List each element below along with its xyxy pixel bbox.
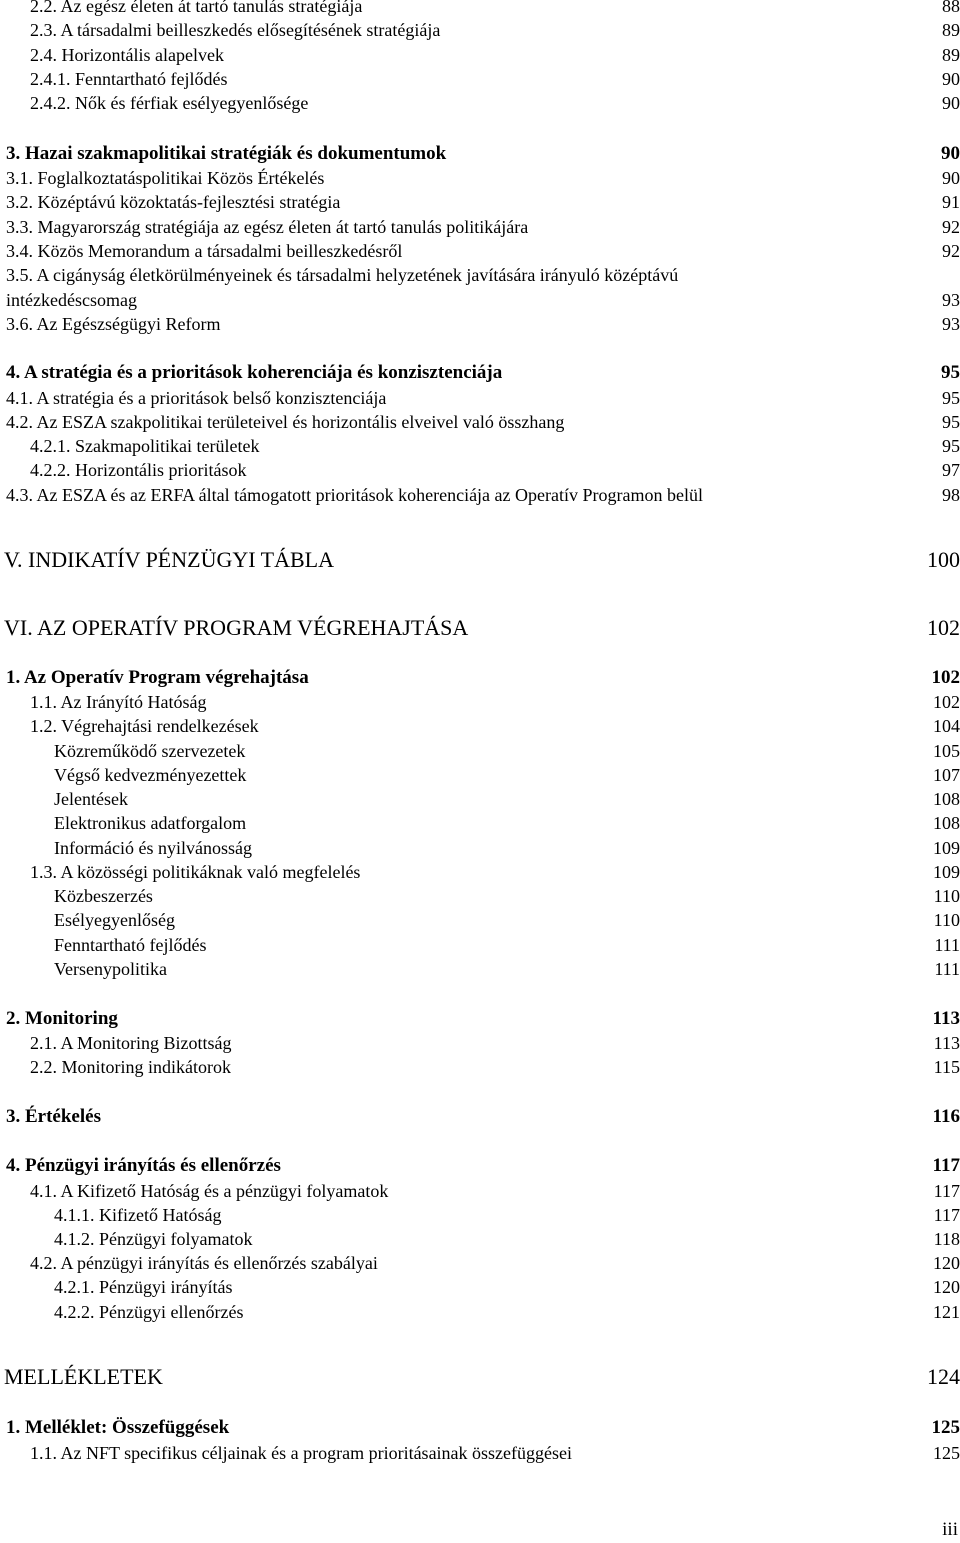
toc-entry-title: intézkedéscsomag — [6, 290, 137, 310]
toc-entry-title: 2.4.1. Fenntartható fejlődés — [30, 69, 228, 89]
toc-entry-page: 104 — [933, 716, 960, 736]
toc-entry-title: 1. Az Operatív Program végrehajtása — [6, 667, 309, 688]
toc-entry-page: 120 — [933, 1253, 960, 1273]
toc-entry-page: 92 — [942, 217, 960, 237]
toc-entry-page: 110 — [933, 886, 960, 906]
toc-entry-page: 89 — [942, 45, 960, 65]
toc-entry-page: 125 — [933, 1443, 960, 1463]
toc-entry[interactable] — [0, 811, 960, 835]
toc-entry[interactable] — [0, 908, 960, 932]
toc-entry[interactable] — [0, 1055, 960, 1079]
toc-entry-title: 4. A stratégia és a prioritások koherenciája és konzisztenciája — [6, 362, 503, 383]
toc-entry[interactable] — [0, 434, 960, 458]
toc-entry-title: MELLÉKLETEK — [4, 1364, 163, 1389]
toc-entry[interactable] — [0, 1275, 960, 1299]
toc-entry-title: 4.1.1. Kifizető Hatóság — [54, 1205, 222, 1225]
toc-entry-page: 115 — [933, 1057, 960, 1077]
toc-entry-page: 89 — [942, 20, 960, 40]
toc-entry[interactable] — [0, 18, 960, 42]
toc-entry[interactable] — [0, 1203, 960, 1227]
toc-entry-page: 90 — [942, 93, 960, 113]
toc-entry[interactable] — [0, 43, 960, 67]
toc-entry-title: V. INDIKATÍV PÉNZÜGYI TÁBLA — [4, 547, 334, 572]
toc-entry-title: 1.1. Az NFT specifikus céljainak és a program prioritásainak összefüggései — [30, 1443, 573, 1463]
toc-entry-title: Információ és nyilvánosság — [54, 838, 252, 858]
toc-entry-page: 93 — [942, 290, 960, 310]
toc-entry-title: 2. Monitoring — [6, 1008, 118, 1029]
toc-entry[interactable] — [0, 239, 960, 263]
toc-entry-title: 3.4. Közös Memorandum a társadalmi beilleszkedésről — [6, 241, 403, 261]
toc-entry[interactable] — [0, 142, 960, 166]
toc-entry-page: 107 — [933, 765, 960, 785]
toc-entry[interactable] — [0, 690, 960, 714]
toc-entry-page: 95 — [941, 362, 960, 383]
toc-entry[interactable] — [0, 1179, 960, 1203]
toc-entry-title: 3. Értékelés — [6, 1106, 101, 1127]
toc-entry-page: 95 — [942, 412, 960, 432]
toc-entry-title: 4. Pénzügyi irányítás és ellenőrzés — [6, 1155, 281, 1176]
toc-entry-title: Jelentések — [54, 789, 128, 809]
toc-entry-page: 98 — [942, 485, 960, 505]
toc-entry-title: 4.3. Az ESZA és az ERFA által támogatott prioritások koherenciája az Operatív Programon belül — [6, 485, 703, 505]
toc-entry[interactable] — [0, 166, 960, 190]
toc-entry-title: 1. Melléklet: Összefüggések — [6, 1417, 230, 1438]
toc-entry-page: 118 — [933, 1229, 960, 1249]
toc-entry[interactable] — [0, 763, 960, 787]
toc-entry[interactable] — [0, 1105, 960, 1129]
toc-entry-title: VI. AZ OPERATÍV PROGRAM VÉGREHAJTÁSA — [4, 615, 469, 640]
toc-entry-page: 121 — [933, 1302, 960, 1322]
toc-entry[interactable] — [0, 190, 960, 214]
toc-entry-page: 90 — [941, 143, 960, 164]
toc-entry-title: Versenypolitika — [54, 959, 167, 979]
toc-entry[interactable] — [0, 714, 960, 738]
toc-entry[interactable] — [0, 933, 960, 957]
toc-entry-page: 113 — [932, 1008, 960, 1029]
toc-entry-title: 3.1. Foglalkoztatáspolitikai Közös Értékelés — [6, 168, 325, 188]
toc-entry[interactable] — [0, 263, 960, 287]
toc-entry-page: 117 — [932, 1155, 960, 1176]
toc-entry-page: 100 — [927, 547, 960, 572]
toc-entry[interactable] — [0, 787, 960, 811]
toc-entry-title: 1.2. Végrehajtási rendelkezések — [30, 716, 259, 736]
toc-entry-page: 111 — [934, 959, 960, 979]
toc-entry[interactable] — [0, 458, 960, 482]
toc-entry-title: 2.3. A társadalmi beilleszkedés elősegítésének stratégiája — [30, 20, 441, 40]
toc-entry-page: 117 — [933, 1205, 960, 1225]
toc-entry-page: 93 — [942, 314, 960, 334]
toc-entry[interactable] — [0, 483, 960, 507]
toc-entry[interactable] — [0, 386, 960, 410]
toc-entry[interactable] — [0, 739, 960, 763]
toc-entry[interactable] — [0, 1416, 960, 1440]
toc-entry-page: 125 — [931, 1417, 960, 1438]
toc-entry-page: 102 — [933, 692, 960, 712]
toc-entry-page: 109 — [933, 838, 960, 858]
toc-entry-title: 4.2.2. Horizontális prioritások — [30, 460, 247, 480]
toc-entry-title: Közreműködő szervezetek — [54, 741, 246, 761]
toc-entry-page: 117 — [933, 1181, 960, 1201]
toc-entry[interactable] — [0, 1227, 960, 1251]
toc-entry[interactable] — [0, 1251, 960, 1275]
toc-entry-page: 90 — [942, 69, 960, 89]
toc-entry-title: 3.3. Magyarország stratégiája az egész életen át tartó tanulás politikájára — [6, 217, 529, 237]
page-number: iii — [942, 1519, 958, 1540]
toc-entry-page: 91 — [942, 192, 960, 212]
toc-entry-page: 105 — [933, 741, 960, 761]
toc-entry[interactable] — [0, 0, 960, 18]
toc-entry-title: Fenntartható fejlődés — [54, 935, 207, 955]
toc-entry-page: 95 — [942, 388, 960, 408]
toc-entry-title: 4.2. Az ESZA szakpolitikai területeivel és horizontális elveivel való összhang — [6, 412, 565, 432]
toc-entry-title: 2.2. Az egész életen át tartó tanulás stratégiája — [30, 0, 363, 16]
toc-entry-title: 4.2. A pénzügyi irányítás és ellenőrzés szabályai — [30, 1253, 378, 1273]
toc-entry-title: Végső kedvezményezettek — [54, 765, 247, 785]
toc-entry-page: 116 — [932, 1106, 960, 1127]
toc-entry-page: 124 — [927, 1364, 960, 1389]
toc-entry[interactable] — [0, 1362, 960, 1392]
toc-entry-page: 88 — [942, 0, 960, 16]
toc-entry[interactable] — [0, 613, 960, 643]
toc-entry[interactable] — [0, 91, 960, 115]
toc-entry-page: 97 — [942, 460, 960, 480]
toc-entry[interactable] — [0, 288, 960, 312]
toc-entry-page: 109 — [933, 862, 960, 882]
toc-entry[interactable] — [0, 860, 960, 884]
toc-entry-title: 2.2. Monitoring indikátorok — [30, 1057, 231, 1077]
toc-entry-page: 111 — [934, 935, 960, 955]
toc-entry-page: 92 — [942, 241, 960, 261]
toc-entry[interactable] — [0, 1441, 960, 1465]
toc-entry[interactable] — [0, 666, 960, 690]
toc-entry-title: 4.1. A Kifizető Hatóság és a pénzügyi folyamatok — [30, 1181, 389, 1201]
toc-entry-title: 3.2. Középtávú közoktatás-fejlesztési stratégia — [6, 192, 341, 212]
toc-entry[interactable] — [0, 1300, 960, 1324]
toc-entry[interactable] — [0, 957, 960, 981]
toc-entry-title: 4.1.2. Pénzügyi folyamatok — [54, 1229, 253, 1249]
toc-entry[interactable] — [0, 1007, 960, 1031]
toc-entry-page: 108 — [933, 789, 960, 809]
toc-entry[interactable] — [0, 67, 960, 91]
toc-entry-title: 4.2.1. Szakmapolitikai területek — [30, 436, 260, 456]
toc-entry-title: Elektronikus adatforgalom — [54, 813, 247, 833]
toc-entry[interactable] — [0, 215, 960, 239]
toc-entry[interactable] — [0, 410, 960, 434]
toc-entry-title: 3.6. Az Egészségügyi Reform — [6, 314, 221, 334]
toc-entry[interactable] — [0, 836, 960, 860]
toc-entry-title: 3. Hazai szakmapolitikai stratégiák és dokumentumok — [6, 143, 447, 164]
toc-entry-page: 120 — [933, 1277, 960, 1297]
toc-entry[interactable] — [0, 361, 960, 385]
toc-entry-title: 4.2.1. Pénzügyi irányítás — [54, 1277, 233, 1297]
toc-entry-page: 102 — [931, 667, 960, 688]
toc-entry-page: 108 — [933, 813, 960, 833]
toc-entry-title: 3.5. A cigányság életkörülményeinek és társadalmi helyzetének javítására irányuló középtávú — [6, 265, 679, 285]
toc-entry-title: 2.4.2. Nők és férfiak esélyegyenlősége — [30, 93, 309, 113]
toc-entry-page: 110 — [933, 910, 960, 930]
toc-entry-title: 2.1. A Monitoring Bizottság — [30, 1033, 232, 1053]
toc-entry-title: 2.4. Horizontális alapelvek — [30, 45, 224, 65]
toc-entry-page: 90 — [942, 168, 960, 188]
toc-entry[interactable] — [0, 884, 960, 908]
toc-entry[interactable] — [0, 545, 960, 575]
toc-entry-title: 1.3. A közösségi politikáknak való megfelelés — [30, 862, 361, 882]
toc-entry[interactable] — [0, 312, 960, 336]
toc-entry-page: 102 — [927, 615, 960, 640]
toc-entry-title: Közbeszerzés — [54, 886, 153, 906]
toc-entry-title: 4.2.2. Pénzügyi ellenőrzés — [54, 1302, 244, 1322]
toc-entry[interactable] — [0, 1154, 960, 1178]
toc-entry-title: 4.1. A stratégia és a prioritások belső konzisztenciája — [6, 388, 387, 408]
toc-entry-title: 1.1. Az Irányító Hatóság — [30, 692, 207, 712]
toc-entry-title: Esélyegyenlőség — [54, 910, 175, 930]
toc-entry[interactable] — [0, 1031, 960, 1055]
toc-entry-page: 95 — [942, 436, 960, 456]
toc-entry-page: 113 — [933, 1033, 960, 1053]
